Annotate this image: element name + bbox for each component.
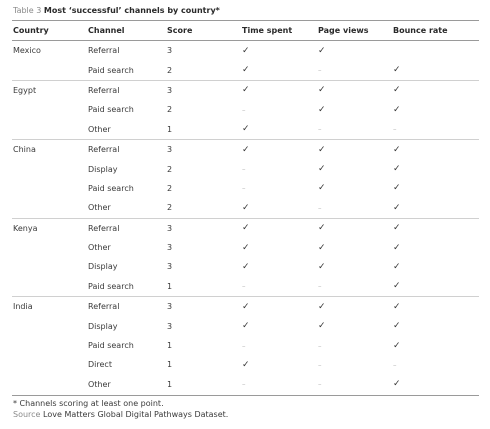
check-icon: ✓ [242, 242, 250, 253]
cell-country [12, 355, 88, 374]
cell-score: 2 [167, 105, 173, 115]
dash-icon: – [393, 125, 397, 134]
channels-table [12, 21, 479, 394]
cell-channel: Display [88, 321, 118, 331]
cell-country [12, 60, 88, 80]
bottom-rule [12, 395, 479, 396]
table-row [12, 297, 479, 317]
check-icon: ✓ [242, 124, 250, 135]
check-icon: ✓ [318, 321, 326, 332]
check-icon: ✓ [393, 379, 401, 390]
check-icon: ✓ [393, 242, 401, 253]
cell-channel: Referral [88, 139, 167, 159]
table-row [12, 60, 479, 80]
table-row [12, 139, 479, 159]
check-icon: ✓ [242, 297, 318, 317]
check-icon: ✓ [318, 218, 393, 238]
check-icon: ✓ [318, 297, 393, 317]
cell-score: 2 [167, 203, 173, 213]
cell-score: 1 [167, 341, 173, 351]
cell-country [12, 238, 88, 257]
cell-channel: Referral [88, 46, 120, 56]
cell-channel: Paid search [88, 65, 134, 75]
cell-score: 2 [167, 65, 173, 75]
cell-score: 3 [167, 46, 173, 56]
cell-country: Mexico [13, 46, 41, 56]
source-label: Source [13, 410, 41, 419]
table-row [12, 218, 479, 238]
table-row [12, 198, 479, 218]
table-caption: Most ‘successful’ channels by country* [43, 6, 220, 15]
col-header-bounce-rate: Bounce rate [393, 21, 479, 41]
check-icon: ✓ [242, 321, 250, 332]
check-icon: ✓ [393, 321, 401, 332]
cell-channel: Other [88, 203, 111, 213]
footnote: * Channels scoring at least one point. [13, 399, 164, 408]
check-icon: ✓ [393, 261, 401, 272]
dash-icon: – [318, 360, 322, 369]
dash-icon: – [242, 282, 246, 291]
cell-channel: Other [88, 124, 111, 134]
dash-icon: – [242, 380, 246, 389]
check-icon: ✓ [393, 340, 401, 351]
dash-icon: – [242, 105, 246, 114]
table-row [12, 41, 479, 61]
check-icon: ✓ [393, 139, 479, 159]
table-header-row [12, 21, 479, 41]
cell-score: 3 [167, 218, 242, 238]
table-row [12, 316, 479, 335]
cell-channel: Other [88, 379, 111, 389]
dash-icon: – [318, 66, 322, 75]
cell-country: Kenya [12, 218, 88, 238]
cell-country [12, 316, 88, 335]
check-icon: ✓ [318, 242, 326, 253]
check-icon: ✓ [242, 202, 250, 213]
check-icon: ✓ [393, 281, 401, 292]
dash-icon: – [242, 184, 246, 193]
cell-channel: Paid search [88, 183, 134, 193]
col-header-page-views: Page views [318, 21, 393, 41]
check-icon: ✓ [393, 104, 401, 115]
check-icon: ✓ [318, 183, 326, 194]
cell-channel: Paid search [88, 105, 134, 115]
table-row [12, 277, 479, 297]
cell-score: 3 [167, 80, 242, 100]
table-title [13, 5, 220, 16]
check-icon: ✓ [242, 80, 318, 100]
cell-score: 3 [167, 297, 242, 317]
check-icon: ✓ [393, 164, 401, 175]
dash-icon: – [242, 165, 246, 174]
cell-channel: Referral [88, 80, 167, 100]
cell-score: 1 [167, 360, 173, 370]
cell-channel: Other [88, 243, 111, 253]
check-icon: ✓ [242, 359, 250, 370]
table-label: Table 3 [13, 6, 42, 15]
check-icon: ✓ [393, 297, 479, 317]
col-header-country: Country [12, 21, 88, 41]
table-row [12, 238, 479, 257]
cell-country [12, 100, 88, 119]
table-row [12, 159, 479, 178]
cell-country [12, 257, 88, 276]
cell-country [12, 277, 88, 297]
check-icon: ✓ [242, 45, 250, 56]
cell-channel: Paid search [88, 341, 134, 351]
table-row [12, 179, 479, 198]
table-row [12, 355, 479, 374]
dash-icon: – [393, 360, 397, 369]
check-icon: ✓ [318, 261, 326, 272]
check-icon: ✓ [318, 45, 326, 56]
source-text: Love Matters Global Digital Pathways Dataset. [43, 410, 229, 419]
col-header-time-spent: Time spent [242, 21, 318, 41]
cell-score: 1 [167, 379, 173, 389]
dash-icon: – [318, 380, 322, 389]
dash-icon: – [318, 203, 322, 212]
table-row [12, 100, 479, 119]
check-icon: ✓ [318, 104, 326, 115]
cell-country [12, 179, 88, 198]
check-icon: ✓ [393, 218, 479, 238]
table-body [12, 41, 479, 395]
col-header-channel: Channel [88, 21, 167, 41]
cell-score: 3 [167, 321, 173, 331]
check-icon: ✓ [242, 218, 318, 238]
cell-channel: Referral [88, 218, 167, 238]
cell-bounce-rate-empty [393, 41, 479, 61]
cell-channel: Direct [88, 360, 112, 370]
cell-country [12, 375, 88, 394]
cell-channel: Display [88, 164, 118, 174]
check-icon: ✓ [393, 65, 401, 76]
cell-score: 2 [167, 183, 173, 193]
dash-icon: – [318, 282, 322, 291]
cell-country: China [12, 139, 88, 159]
cell-score: 3 [167, 243, 173, 253]
check-icon: ✓ [242, 65, 250, 76]
check-icon: ✓ [393, 183, 401, 194]
dash-icon: – [318, 125, 322, 134]
check-icon: ✓ [242, 261, 250, 272]
cell-score: 3 [167, 139, 242, 159]
check-icon: ✓ [393, 202, 401, 213]
check-icon: ✓ [242, 139, 318, 159]
cell-channel: Paid search [88, 281, 134, 291]
cell-country [12, 159, 88, 178]
check-icon: ✓ [393, 80, 479, 100]
cell-score: 1 [167, 281, 173, 291]
check-icon: ✓ [318, 80, 393, 100]
source-line [13, 409, 228, 420]
table-row [12, 336, 479, 355]
table-row [12, 375, 479, 394]
cell-country [12, 336, 88, 355]
check-icon: ✓ [318, 164, 326, 175]
check-icon: ✓ [318, 139, 393, 159]
dash-icon: – [318, 341, 322, 350]
cell-score: 1 [167, 124, 173, 134]
cell-score: 2 [167, 164, 173, 174]
col-header-score: Score [167, 21, 242, 41]
table-row [12, 120, 479, 140]
cell-country: Egypt [12, 80, 88, 100]
table-row [12, 80, 479, 100]
cell-channel: Referral [88, 297, 167, 317]
cell-channel: Display [88, 262, 118, 272]
cell-country [12, 120, 88, 140]
cell-score: 3 [167, 262, 173, 272]
table-row [12, 257, 479, 276]
cell-country: India [12, 297, 88, 317]
dash-icon: – [242, 341, 246, 350]
cell-country [12, 198, 88, 218]
